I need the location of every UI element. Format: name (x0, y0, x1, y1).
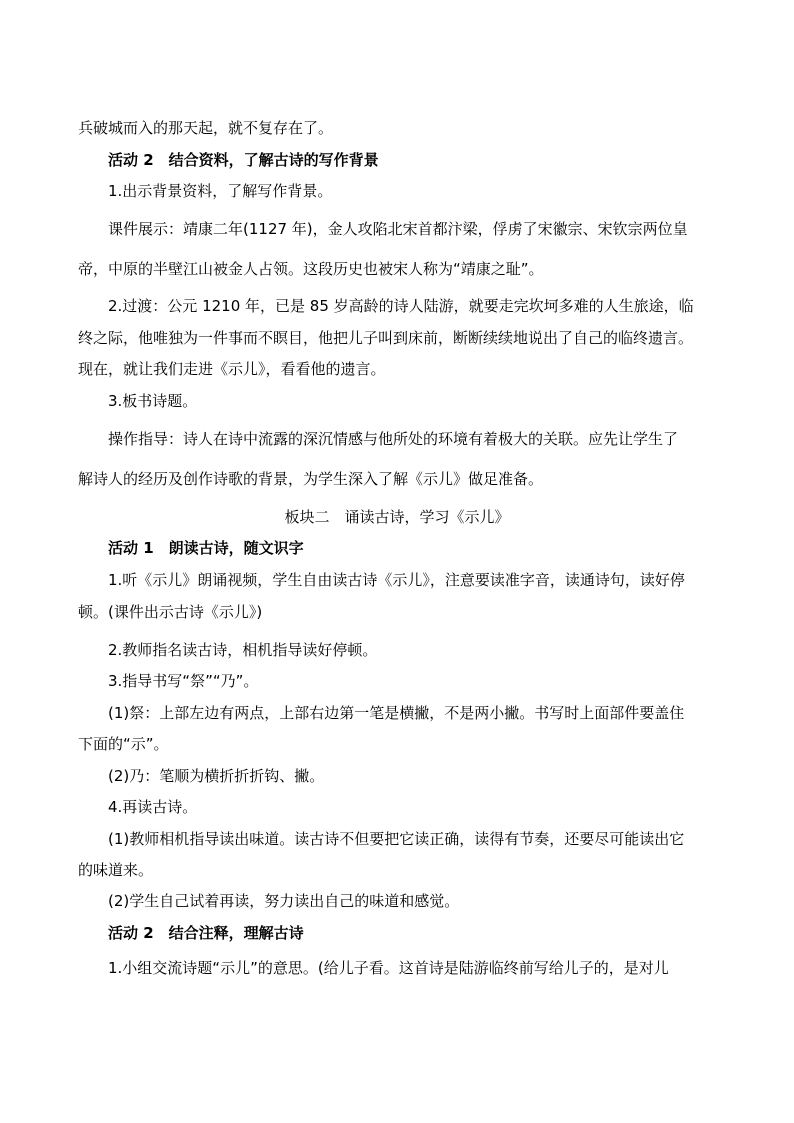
paragraph-line: (2)乃：笔顺为横折折折钩、撇。 (108, 767, 325, 785)
paragraph-line: 顿。(课件出示古诗《示儿》) (78, 603, 263, 621)
activity-heading: 活动 1 朗读古诗，随文识字 (108, 539, 304, 557)
paragraph-line: (1)教师相机指导读出味道。读古诗不但要把它读正确，读得有节奏，还要尽可能读出它 (108, 830, 685, 848)
paragraph-line: 1.小组交流诗题“示儿”的意思。(给儿子看。这首诗是陆游临终前写给儿子的，是对儿 (108, 959, 669, 977)
paragraph-line: 操作指导：诗人在诗中流露的深沉情感与他所处的环境有着极大的关联。应先让学生了 (108, 430, 679, 448)
paragraph-line: 终之际，他唯独为一件事而不瞑目，他把儿子叫到床前，断断续续地说出了自己的临终遗言。 (78, 329, 694, 347)
paragraph-line: 2.过渡：公元 1210 年，已是 85 岁高龄的诗人陆游，就要走完坎坷多难的人生旅途，临 (108, 297, 694, 315)
paragraph-line: (2)学生自己试着再读，努力读出自己的味道和感觉。 (108, 892, 460, 910)
paragraph-line: (1)祭：上部左边有两点，上部右边第一笔是横撇，不是两小撇。书写时上面部件要盖住 (108, 704, 685, 722)
paragraph-line: 4.再读古诗。 (108, 798, 198, 816)
paragraph-line: 1.出示背景资料，了解写作背景。 (108, 182, 333, 200)
paragraph-line: 3.指导书写“祭”“乃”。 (108, 672, 259, 690)
paragraph-line: 解诗人的经历及创作诗歌的背景，为学生深入了解《示儿》做足准备。 (78, 470, 544, 488)
paragraph-line: 1.听《示儿》朗诵视频，学生自由读古诗《示儿》，注意要读准字音，读通诗句，读好停 (108, 571, 685, 589)
activity-heading: 活动 2 结合注释，理解古诗 (108, 924, 304, 942)
paragraph-line: 2.教师指名读古诗，相机指导读好停顿。 (108, 641, 378, 659)
paragraph-line: 3.板书诗题。 (108, 392, 198, 410)
paragraph-line: 现在，就让我们走进《示儿》，看看他的遗言。 (78, 360, 386, 378)
paragraph-line: 课件展示：靖康二年(1127 年)，金人攻陷北宋首都汴梁，俘虏了宋徽宗、宋钦宗两位皇 (108, 220, 688, 238)
paragraph-line: 兵破城而入的那天起，就不复存在了。 (78, 119, 334, 137)
paragraph-line: 下面的“示”。 (78, 735, 169, 753)
section-heading: 板块二 诵读古诗，学习《示儿》 (284, 508, 510, 526)
paragraph-line: 的味道来。 (78, 861, 154, 879)
activity-heading: 活动 2 结合资料，了解古诗的写作背景 (108, 151, 379, 169)
paragraph-line: 帝，中原的半壁江山被金人占领。这段历史也被宋人称为“靖康之耻”。 (78, 260, 544, 278)
